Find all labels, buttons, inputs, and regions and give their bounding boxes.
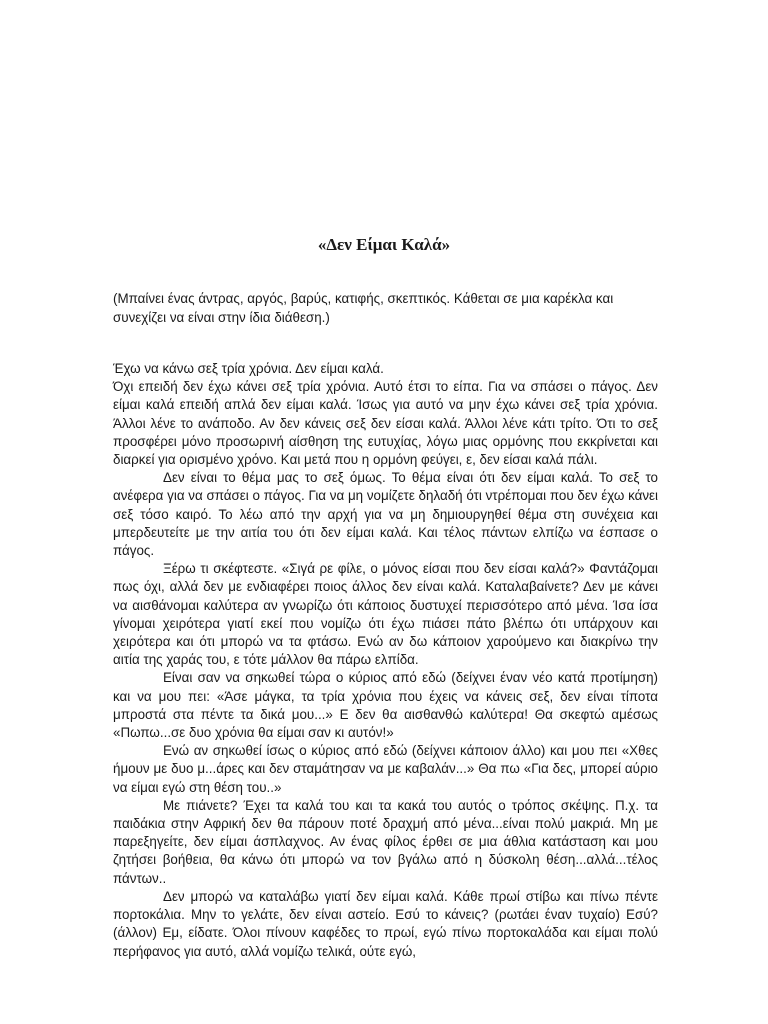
paragraph: Δεν είναι το θέμα μας το σεξ όμως. Το θέμα είναι ότι δεν είμαι καλά. Το σεξ το ανέφερα για να σπάσει ο πάγος. Για να μη νομίζετε δηλαδή ότι ντρέπομαι που δεν έχω κάνει σεξ τόσο καιρό. Το λέω από την αρχή για να μη δημιουργηθεί θέμα στη συνέχεια και μπερδευτείτε με την αιτία του ότι δεν είμαι καλά. Και τέλος πάντων ελπίζω να έσπασε ο πάγος. xyxy=(113,470,658,559)
paragraph: Με πιάνετε? Έχει τα καλά του και τα κακά του αυτός ο τρόπος σκέψης. Π.χ. τα παιδάκια στην Αφρική δεν θα πάρουν ποτέ δραχμή από μένα...είναι πολύ μακριά. Μη με παρεξηγείτε, δεν είμαι άσπλαχνος. Αν ένας φίλος έρθει σε μια άθλια κατάσταση και μου ζητήσει βοήθεια, θα κάνω ότι μπορώ να τον βγάλω από η δύσκολη θέση...αλλά...τέλος πάντων.. xyxy=(113,797,658,886)
paragraph: Δεν μπορώ να καταλάβω γιατί δεν είμαι καλά. Κάθε πρωί στίβω και πίνω πέντε πορτοκάλια. Μην το γελάτε, δεν είναι αστείο. Εσύ το κάνεις? (ρωτάει έναν τυχαίο) Εσύ? (άλλον) Εμ, είδατε. Όλοι πίνουν καφέδες το πρωί, εγώ πίνω πορτοκαλάδα και είμαι πολύ περήφανος για αυτό, αλλά νομίζω τελικά, ούτε εγώ, xyxy=(113,888,658,959)
paragraph: Ξέρω τι σκέφτεστε. «Σιγά ρε φίλε, ο μόνος είσαι που δεν είσαι καλά?» Φαντάζομαι πως όχι, αλλά δεν με ενδιαφέρει ποιος άλλος δεν είναι καλά. Καταλαβαίνετε? Δεν με κάνει να αισθάνομαι καλύτερα αν γνωρίζω ότι κάποιος δυστυχεί περισσότερο από μένα. Ίσα ίσα γίνομαι χειρότερα γιατί εκεί που νομίζω ότι έχω πιάσει πάτο βλέπω ότι υπάρχουν και χειρότερα και ότι μπορώ να τα φτάσω. Ενώ αν δω κάποιον χαρούμενο και διακρίνω την αιτία της χαράς του, ε τότε μάλλον θα πάρω ελπίδα. xyxy=(113,561,658,668)
paragraph: Ενώ αν σηκωθεί ίσως ο κύριος από εδώ (δείχνει κάποιον άλλο) και μου πει «Χθες ήμουν με δυο μ...άρες και δεν σταμάτησαν να με καβαλάν...» Θα πω «Για δες, μπορεί αύριο να είμαι εγώ στη θέση του..» xyxy=(113,743,658,795)
page-title: «Δεν Είμαι Καλά» xyxy=(317,235,451,254)
paragraph: Είναι σαν να σηκωθεί τώρα ο κύριος από εδώ (δείχνει έναν νέο κατά προτίμηση) και να μου πει: «Άσε μάγκα, τα τρία χρόνια που έχεις να κάνεις σεξ, δεν είναι τίποτα μπροστά στα πέντε τα δικά μου...» Ε δεν θα αισθανθώ καλύτερα! Θα σκεφτώ αμέσως «Πωπω...σε δυο χρόνια θα είμαι σαν κι αυτόν!» xyxy=(113,670,658,741)
stage-direction: (Μπαίνει ένας άντρας, αργός, βαρύς, κατιφής, σκεπτικός. Κάθεται σε μια καρέκλα και συνεχίζει να είναι στην ίδια διάθεση.) xyxy=(113,291,614,325)
paragraph: Όχι επειδή δεν έχω κάνει σεξ τρία χρόνια. Αυτό έτσι το είπα. Για να σπάσει ο πάγος. Δεν είμαι καλά επειδή απλά δεν είμαι καλά. Ίσως για αυτό να μην έχω κάνει σεξ τρία χρόνια. Άλλοι λένε το ανάποδο. Αν δεν κάνεις σεξ δεν είσαι καλά. Άλλοι λένε κάτι τρίτο. Ότι το σεξ προσφέρει μόνο προσωρινή αίσθηση της ευτυχίας, λόγω μιας ορμόνης που εκκρίνεται και διαρκεί για ορισμένο χρόνο. Και μετά που η ορμόνη φεύγει, ε, δεν είσαι καλά πάλι. xyxy=(113,379,658,468)
body-text xyxy=(113,360,658,961)
paragraph: Έχω να κάνω σεξ τρία χρόνια. Δεν είμαι καλά. xyxy=(113,361,384,376)
